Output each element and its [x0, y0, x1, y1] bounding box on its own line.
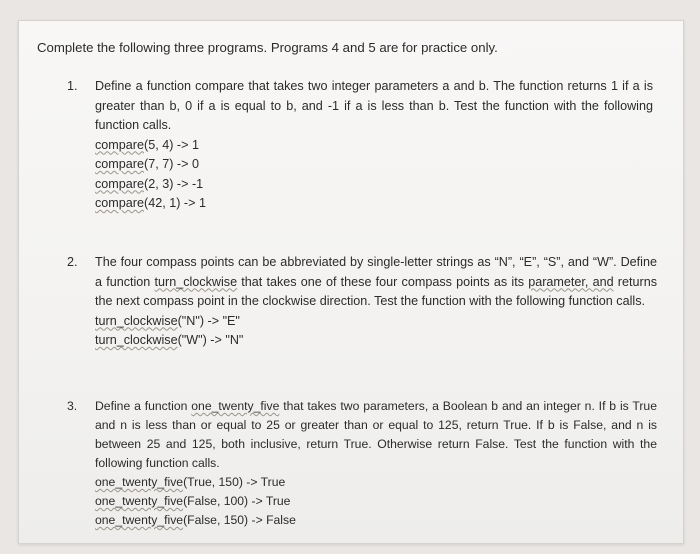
test-calls: [95, 312, 657, 351]
function-name: one_twenty_five: [191, 399, 280, 413]
test-call: one_twenty_five(False, 100) -> True: [95, 494, 291, 508]
function-name: turn_clockwise: [154, 274, 238, 289]
function-name: one_twenty_five: [95, 513, 184, 527]
problem-2: [67, 253, 657, 351]
problem-number: 3.: [67, 399, 78, 413]
function-name: one_twenty_five: [95, 475, 184, 489]
function-name: one_twenty_five: [95, 494, 184, 508]
test-call: turn_clockwise("N") -> "E": [95, 313, 240, 328]
parameter-text: parameter, and: [528, 274, 614, 289]
test-call: compare(7, 7) -> 0: [95, 157, 199, 171]
test-call: one_twenty_five(True, 150) -> True: [95, 475, 286, 489]
function-name: compare: [95, 137, 144, 152]
test-call: one_twenty_five(False, 150) -> False: [95, 513, 296, 527]
test-call: compare(42, 1) -> 1: [95, 196, 206, 210]
instructions: Complete the following three programs. Programs 4 and 5 are for practice only.: [37, 40, 498, 55]
function-name: compare: [95, 176, 144, 191]
problem-description: Define a function one_twenty_five that takes two parameters, a Boolean b and an integer n. If b is True and n is less than or equal to 25 or greater than or equal to 125, return True. If b is False, and n is between 25 and 125, both inclusive, return True. Otherwise return False. Test the function with the following function calls.: [95, 399, 657, 470]
problem-1: [67, 77, 653, 214]
test-call: compare(2, 3) -> -1: [95, 176, 204, 191]
problem-number: 1.: [67, 79, 78, 93]
test-calls: [95, 473, 657, 530]
function-name: turn_clockwise: [95, 333, 178, 347]
test-call: compare(5, 4) -> 1: [95, 137, 199, 152]
function-name: compare: [95, 157, 144, 171]
problem-description: The four compass points can be abbreviated by single-letter strings as “N”, “E”, “S”, and “W”. Define a function turn_clockwise that takes one of these four compass points as its parameter, and returns the next compass point in the clockwise direction. Test the function with the following function calls.: [95, 255, 657, 308]
function-name: compare: [95, 196, 144, 210]
problem-3: [67, 397, 657, 530]
function-name: turn_clockwise: [95, 313, 178, 328]
problem-description: Define a function compare that takes two integer parameters a and b. The function returns 1 if a is greater than b, 0 if a is equal to b, and -1 if a is less than b. Test the function with the following function calls.: [95, 79, 653, 132]
worksheet-page: [18, 20, 684, 544]
test-call: turn_clockwise("W") -> "N": [95, 333, 244, 347]
test-calls: [95, 136, 653, 214]
problem-number: 2.: [67, 255, 78, 269]
